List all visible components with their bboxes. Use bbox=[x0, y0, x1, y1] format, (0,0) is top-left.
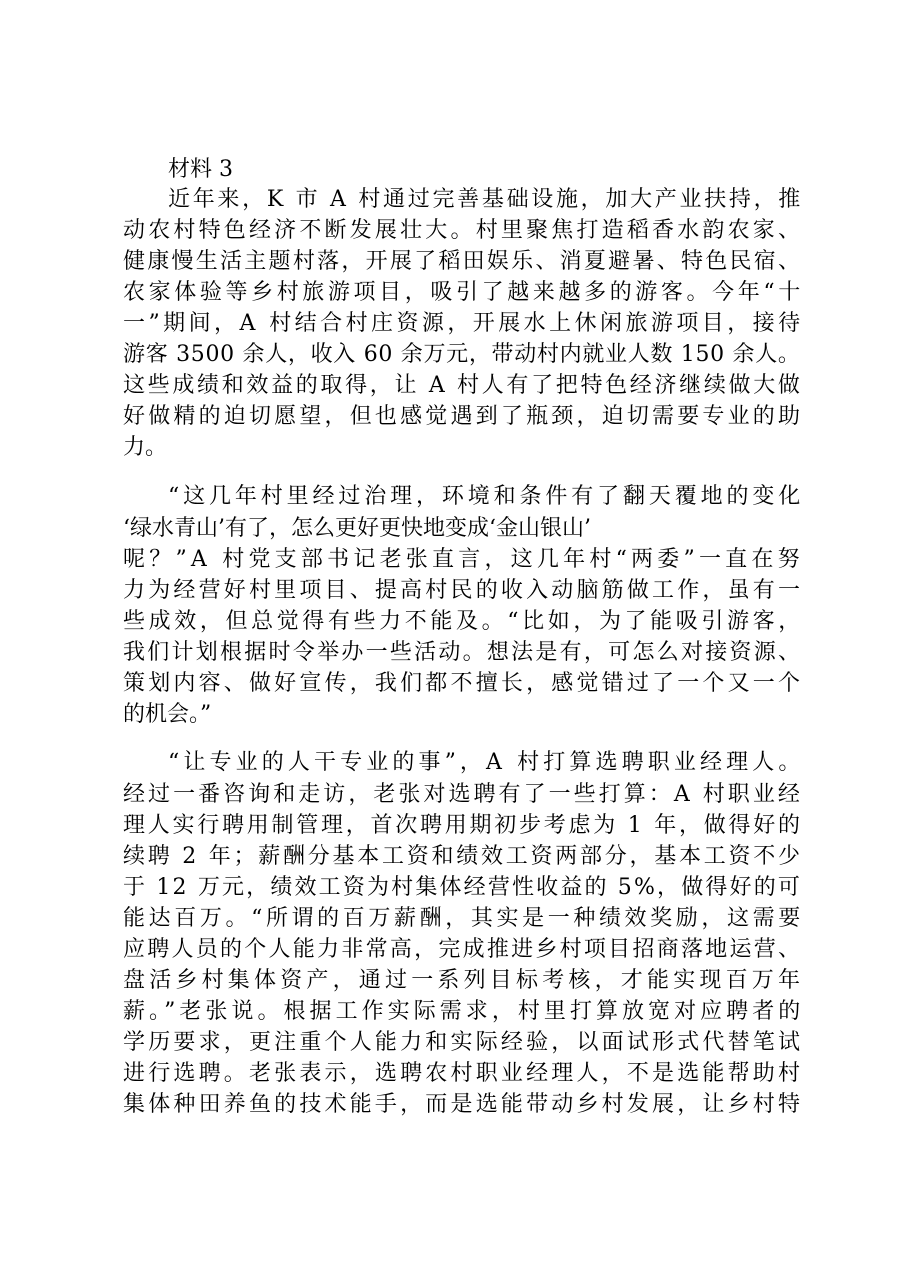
text-line: 薪。”老张说。根据工作实际需求，村里打算放宽对应聘者的 bbox=[123, 999, 805, 1024]
text-line: 理人实行聘用制管理，首次聘用期初步考虑为 1 年，做得好的 bbox=[123, 813, 803, 838]
text-line: 这些成绩和效益的取得，让 A 村人有了把特色经济继续做大做 bbox=[123, 373, 803, 398]
text-line: 续聘 2 年；薪酬分基本工资和绩效工资两部分，基本工资不少 bbox=[123, 844, 803, 869]
text-line: 的机会。” bbox=[123, 702, 212, 727]
text-line: 一”期间，A 村结合村庄资源，开展水上休闲旅游项目，接待 bbox=[123, 311, 804, 336]
text-line: 农家体验等乡村旅游项目，吸引了越来越多的游客。今年“十 bbox=[123, 280, 804, 305]
text-line: 些成效，但总觉得有些力不能及。“比如，为了能吸引游客， bbox=[123, 609, 804, 634]
text-line: ‘绿水青山’有了，怎么更好更快地变成‘金山银山’ bbox=[123, 516, 591, 541]
text-line: “这几年村里经过治理，环境和条件有了翻天覆地的变化 bbox=[168, 484, 805, 509]
text-line: 应聘人员的个人能力非常高，完成推进乡村项目招商落地运营、 bbox=[123, 937, 803, 962]
text-line: 学历要求，更注重个人能力和实际经验，以面试形式代替笔试 bbox=[123, 1030, 804, 1055]
text-line: 策划内容、做好宣传，我们都不擅长，感觉错过了一个又一个 bbox=[123, 671, 804, 696]
text-line: 能达百万。“所谓的百万薪酬，其实是一种绩效奖励，这需要 bbox=[123, 906, 804, 931]
text-line: 进行选聘。老张表示，选聘农村职业经理人，不是选能帮助村 bbox=[123, 1061, 804, 1086]
text-line: 健康慢生活主题村落，开展了稻田娱乐、消夏避暑、特色民宿、 bbox=[123, 249, 803, 274]
text-line: 经过一番咨询和走访，老张对选聘有了一些打算：A 村职业经 bbox=[123, 782, 803, 807]
text-line: 力为经营好村里项目、提高村民的收入动脑筋做工作，虽有一 bbox=[123, 578, 804, 603]
text-line: 近年来，K 市 A 村通过完善基础设施，加大产业扶持，推 bbox=[168, 187, 804, 212]
text-line: “让专业的人干专业的事”，A 村打算选聘职业经理人。 bbox=[168, 750, 805, 775]
text-line: 我们计划根据时令举办一些活动。想法是有，可怎么对接资源、 bbox=[123, 640, 803, 665]
text-line: 呢？”A 村党支部书记老张直言，这几年村“两委”一直在努 bbox=[123, 547, 804, 572]
text-line: 力。 bbox=[123, 435, 168, 460]
text-line: 好做精的迫切愿望，但也感觉遇到了瓶颈，迫切需要专业的助 bbox=[123, 404, 804, 429]
text-line: 游客 3500 余人，收入 60 余万元，带动村内就业人数 150 余人。 bbox=[123, 342, 801, 367]
text-line: 集体种田养鱼的技术能手，而是选能带动乡村发展，让乡村特 bbox=[123, 1092, 804, 1117]
material-heading: 材料 3 bbox=[168, 157, 233, 182]
text-line: 盘活乡村集体资产，通过一系列目标考核，才能实现百万年 bbox=[123, 968, 805, 993]
text-line: 于 12 万元，绩效工资为村集体经营性收益的 5%，做得好的可 bbox=[123, 875, 803, 900]
text-line: 动农村特色经济不断发展壮大。村里聚焦打造稻香水韵农家、 bbox=[123, 218, 804, 243]
